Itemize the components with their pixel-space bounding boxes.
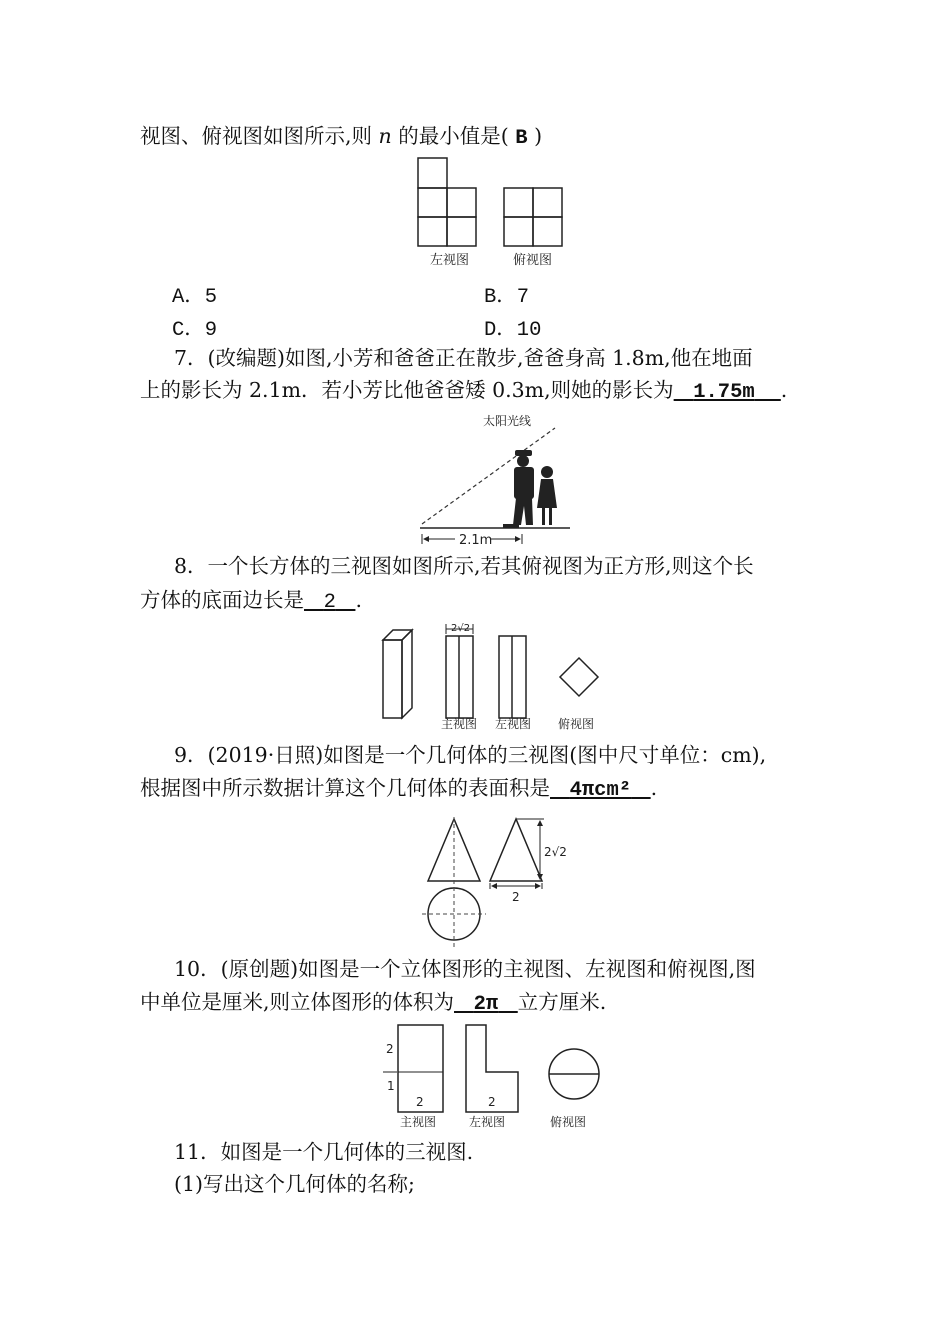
q8-dim-label: 2√2 [451,623,471,634]
q9-dim-height: 2√2 [544,845,567,859]
q8-line1: 8．一个长方体的三视图如图所示,若其俯视图为正方形,则这个长 [174,554,754,578]
q10-figure [383,1020,613,1135]
q7-line2 [140,376,787,407]
q10-line2-text: 中单位是厘米,则立体图形的体积为 [140,990,455,1014]
q6-option-c: C．9 [172,319,218,342]
q9-answer: 4πcm² [569,779,632,802]
q7-sun-label: 太阳光线 [483,414,532,428]
q10-answer: 2π [473,993,499,1016]
q11-line2: (1)写出这个几何体的名称; [174,1172,415,1196]
q6-caption-top: 俯视图 [513,253,553,268]
q10-dim-2-bottom: 2 [416,1095,424,1109]
q8-caption-front: 主视图 [441,717,478,731]
q7-line1: 7．(改编题)如图,小芳和爸爸正在散步,爸爸身高 1.8m,他在地面 [174,346,753,370]
q6-stem-text-3: ) [527,124,543,148]
q11-line1: 11．如图是一个几何体的三视图. [174,1140,474,1164]
q6-var-n: n [378,124,392,148]
q8-caption-top: 俯视图 [558,717,595,731]
q10-dim-2-front: 2 [386,1042,394,1056]
q8-answer: 2 [323,591,336,614]
q9-figure [418,815,578,950]
q8-line2-end: . [355,588,362,612]
q10-caption-front: 主视图 [400,1115,437,1129]
q6-figure [415,155,575,270]
q6-stem-text-2: 的最小值是( [391,124,516,148]
q10-line1: 10．(原创题)如图是一个立体图形的主视图、左视图和俯视图,图 [174,957,756,981]
q10-line2-end: 立方厘米. [517,990,607,1014]
q8-line2 [140,586,362,617]
q6-caption-left: 左视图 [430,253,470,268]
q8-figure [378,620,608,735]
q6-stem [140,122,542,153]
q9-line2-text: 根据图中所示数据计算这个几何体的表面积是 [140,776,550,800]
q6-option-d: D．10 [484,319,542,342]
q10-line2 [140,988,606,1019]
q9-line2 [140,774,657,805]
q9-dim-width: 2 [512,890,520,904]
q6-option-a: A．5 [172,286,218,309]
q8-caption-left: 左视图 [495,717,532,731]
q10-dim-1-front: 1 [387,1079,395,1093]
q7-line2-end: . [780,378,788,402]
q10-dim-2-left: 2 [488,1095,496,1109]
q7-line2-text: 上的影长为 2.1m．若小芳比他爸爸矮 0.3m,则她的影长为 [140,378,674,402]
q9-line2-end: . [650,776,658,800]
q6-stem-text: 视图、俯视图如图所示,则 [140,124,379,148]
q7-answer: 1.75m [693,381,755,404]
q7-figure [415,408,575,548]
q10-caption-left: 左视图 [469,1115,506,1129]
q7-length-label: 2.1m [459,533,493,548]
q8-line2-text: 方体的底面边长是 [140,588,304,612]
q9-line1: 9．(2019·日照)如图是一个几何体的三视图(图中尺寸单位：cm), [174,743,767,767]
q6-answer: B [515,127,528,150]
q6-option-b: B．7 [484,286,530,309]
q10-caption-top: 俯视图 [550,1115,587,1129]
girl-figure [537,466,557,525]
